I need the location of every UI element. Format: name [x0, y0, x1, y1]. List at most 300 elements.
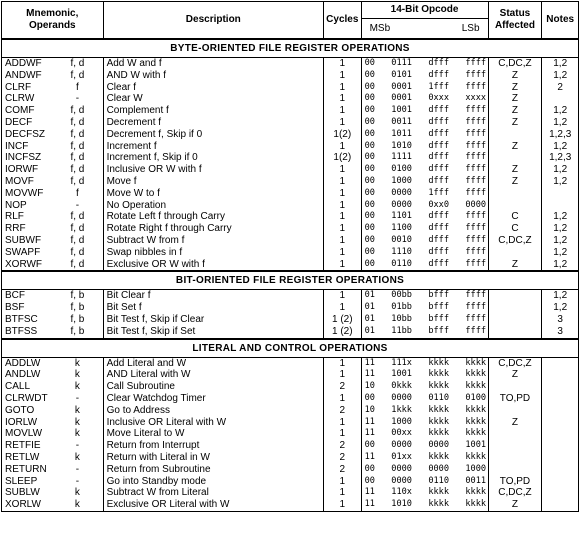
description-cell: AND W with f — [103, 70, 323, 82]
mnemonic-cell: SLEEP — [2, 476, 53, 488]
notes-cell: 1,2 — [542, 141, 579, 153]
description-cell: Bit Clear f — [103, 290, 323, 302]
section-header — [2, 339, 579, 358]
table-row — [2, 476, 579, 488]
opcode-cell: 00 0010 dfff ffff — [361, 235, 488, 247]
description-cell: Bit Set f — [103, 302, 323, 314]
operands-cell: f, d — [52, 129, 103, 141]
description-cell: Decrement f — [103, 117, 323, 129]
description-cell: Return from Interrupt — [103, 440, 323, 452]
operands-cell: k — [52, 381, 103, 393]
notes-cell: 1,2 — [542, 290, 579, 302]
status-cell: Z — [488, 176, 542, 188]
operands-cell: f, d — [52, 235, 103, 247]
status-cell: Z — [488, 82, 542, 94]
status-cell — [488, 326, 542, 339]
description-cell: Move W to f — [103, 188, 323, 200]
status-cell: C,DC,Z — [488, 58, 542, 70]
mnemonic-cell: CLRWDT — [2, 393, 53, 405]
mnemonic-cell: NOP — [2, 200, 53, 212]
operands-cell: - — [52, 476, 103, 488]
cycles-cell: 1 — [324, 369, 362, 381]
opcode-cell: 00 1001 dfff ffff — [361, 105, 488, 117]
opcode-cell: 00 0000 0xx0 0000 — [361, 200, 488, 212]
operands-cell: f, d — [52, 141, 103, 153]
section-title: BYTE-ORIENTED FILE REGISTER OPERATIONS — [2, 39, 579, 58]
status-cell: C,DC,Z — [488, 235, 542, 247]
cycles-cell: 1(2) — [324, 129, 362, 141]
notes-cell: 1,2,3 — [542, 129, 579, 141]
operands-cell: f — [52, 188, 103, 200]
notes-cell: 1,2 — [542, 105, 579, 117]
mnemonic-cell: XORWF — [2, 259, 53, 272]
cycles-cell: 1 — [324, 188, 362, 200]
mnemonic-cell: MOVLW — [2, 428, 53, 440]
cycles-cell: 1 — [324, 211, 362, 223]
table-row — [2, 235, 579, 247]
opcode-cell: 00 0110 dfff ffff — [361, 259, 488, 272]
status-cell: Z — [488, 141, 542, 153]
mnemonic-operands-header: Mnemonic, Operands — [2, 2, 104, 40]
opcode-cell: 01 11bb bfff ffff — [361, 326, 488, 339]
opcode-cell: 00 0000 0000 1001 — [361, 440, 488, 452]
table-row — [2, 188, 579, 200]
table-row — [2, 247, 579, 259]
notes-cell: 1,2 — [542, 223, 579, 235]
mnemonic-cell: RETFIE — [2, 440, 53, 452]
mnemonic-cell: SUBLW — [2, 487, 53, 499]
notes-cell: 1,2 — [542, 117, 579, 129]
cycles-cell: 2 — [324, 464, 362, 476]
mnemonic-cell: RETURN — [2, 464, 53, 476]
cycles-cell: 1 — [324, 117, 362, 129]
opcode-cell: 00 0001 1fff ffff — [361, 82, 488, 94]
table-row — [2, 93, 579, 105]
cycles-cell: 1 — [324, 487, 362, 499]
description-cell: Subtract W from f — [103, 235, 323, 247]
status-cell: Z — [488, 259, 542, 272]
operands-cell: k — [52, 369, 103, 381]
mnemonic-cell: ANDLW — [2, 369, 53, 381]
status-cell — [488, 129, 542, 141]
table-row — [2, 117, 579, 129]
description-cell: Add W and f — [103, 58, 323, 70]
notes-cell — [542, 188, 579, 200]
notes-cell: 1,2,3 — [542, 152, 579, 164]
mnemonic-cell: DECFSZ — [2, 129, 53, 141]
table-row — [2, 200, 579, 212]
notes-cell — [542, 369, 579, 381]
notes-cell — [542, 381, 579, 393]
description-cell: AND Literal with W — [103, 369, 323, 381]
table-row — [2, 290, 579, 302]
notes-cell — [542, 476, 579, 488]
operands-cell: f — [52, 82, 103, 94]
table-row — [2, 326, 579, 339]
status-cell — [488, 381, 542, 393]
mnemonic-cell: ADDWF — [2, 58, 53, 70]
mnemonic-cell: DECF — [2, 117, 53, 129]
cycles-cell: 1 — [324, 235, 362, 247]
opcode-cell: 00 1111 dfff ffff — [361, 152, 488, 164]
status-cell — [488, 464, 542, 476]
mnemonic-cell: INCFSZ — [2, 152, 53, 164]
cycles-cell: 1 — [324, 105, 362, 117]
notes-cell — [542, 440, 579, 452]
mnemonic-cell: XORLW — [2, 499, 53, 511]
notes-cell — [542, 452, 579, 464]
mnemonic-cell: BTFSS — [2, 326, 53, 339]
opcode-cell: 00 1010 dfff ffff — [361, 141, 488, 153]
description-cell: Bit Test f, Skip if Clear — [103, 314, 323, 326]
operands-cell: f, d — [52, 117, 103, 129]
table-row — [2, 357, 579, 369]
description-cell: Inclusive OR Literal with W — [103, 417, 323, 429]
cycles-cell: 1 — [324, 417, 362, 429]
status-cell — [488, 393, 542, 405]
cycles-cell: 1 — [324, 247, 362, 259]
status-cell: Z — [488, 117, 542, 129]
operands-cell: k — [52, 428, 103, 440]
cycles-cell: 1 — [324, 70, 362, 82]
status-cell — [488, 188, 542, 200]
opcode-cell: 01 00bb bfff ffff — [361, 290, 488, 302]
description-cell: Return from Subroutine — [103, 464, 323, 476]
opcode-cell: 10 1kkk kkkk kkkk — [361, 405, 488, 417]
operands-cell: f, d — [52, 58, 103, 70]
cycles-cell: 1 — [324, 476, 362, 488]
opcode-cell: 00 1000 dfff ffff — [361, 176, 488, 188]
table-row — [2, 129, 579, 141]
notes-cell: 1,2 — [542, 211, 579, 223]
opcode-cell: 00 0000 0000 1000 — [361, 464, 488, 476]
table-row — [2, 70, 579, 82]
operands-cell: k — [52, 417, 103, 429]
cycles-cell: 1(2) — [324, 152, 362, 164]
cycles-cell: 1 — [324, 290, 362, 302]
table-row — [2, 58, 579, 70]
table-row — [2, 302, 579, 314]
status-cell: Z — [488, 70, 542, 82]
status-cell: C,DC,Z — [488, 487, 542, 499]
status-cell: C — [488, 223, 542, 235]
table-header — [2, 2, 579, 40]
operands-cell: f, d — [52, 164, 103, 176]
table-row — [2, 487, 579, 499]
mnemonic-cell: CALL — [2, 381, 53, 393]
description-cell: Rotate Right f through Carry — [103, 223, 323, 235]
status-cell: Z — [488, 93, 542, 105]
notes-cell: 2 — [542, 82, 579, 94]
opcode-cell: 10 0kkk kkkk kkkk — [361, 381, 488, 393]
status-cell: Z — [488, 369, 542, 381]
table-row — [2, 417, 579, 429]
description-cell: Increment f — [103, 141, 323, 153]
status-cell: C — [488, 211, 542, 223]
mnemonic-cell: COMF — [2, 105, 53, 117]
notes-cell — [542, 428, 579, 440]
opcode-cell: 00 1011 dfff ffff — [361, 129, 488, 141]
status-cell — [488, 440, 542, 452]
description-cell: Clear Watchdog Timer — [103, 393, 323, 405]
status-cell: Z — [488, 164, 542, 176]
cycles-cell: 1 (2) — [324, 314, 362, 326]
opcode-cell: 11 1001 kkkk kkkk — [361, 369, 488, 381]
mnemonic-cell: BSF — [2, 302, 53, 314]
description-cell: Call Subroutine — [103, 381, 323, 393]
mnemonic-cell: SWAPF — [2, 247, 53, 259]
mnemonic-cell: IORLW — [2, 417, 53, 429]
status-cell — [488, 200, 542, 212]
opcode-cell: 11 111x kkkk kkkk — [361, 357, 488, 369]
section-title: LITERAL AND CONTROL OPERATIONS — [2, 339, 579, 358]
notes-cell — [542, 357, 579, 369]
cycles-cell: 2 — [324, 440, 362, 452]
operands-cell: f, d — [52, 211, 103, 223]
cycles-cell: 1 — [324, 259, 362, 272]
description-cell: Exclusive OR Literal with W — [103, 499, 323, 511]
cycles-cell: 1 — [324, 93, 362, 105]
cycles-cell: 1 — [324, 58, 362, 70]
opcode-cell: 00 0100 dfff ffff — [361, 164, 488, 176]
description-cell: Clear W — [103, 93, 323, 105]
table-row — [2, 176, 579, 188]
operands-cell: k — [52, 405, 103, 417]
status-cell — [488, 314, 542, 326]
description-cell: Move f — [103, 176, 323, 188]
opcode-cell: 00 1100 dfff ffff — [361, 223, 488, 235]
operands-cell: - — [52, 200, 103, 212]
status-cell: Z — [488, 105, 542, 117]
table-row — [2, 405, 579, 417]
table-row — [2, 223, 579, 235]
table-row — [2, 314, 579, 326]
description-cell: Subtract W from Literal — [103, 487, 323, 499]
opcode-header: 14-Bit Opcode — [361, 2, 488, 19]
operands-cell: f, d — [52, 70, 103, 82]
description-cell: Rotate Left f through Carry — [103, 211, 323, 223]
notes-cell — [542, 487, 579, 499]
operands-cell: f, d — [52, 152, 103, 164]
status-cell — [488, 247, 542, 259]
table-row — [2, 259, 579, 272]
mnemonic-cell: BCF — [2, 290, 53, 302]
operands-cell: k — [52, 487, 103, 499]
notes-cell — [542, 405, 579, 417]
section-title: BIT-ORIENTED FILE REGISTER OPERATIONS — [2, 271, 579, 290]
operands-cell: f, b — [52, 326, 103, 339]
status-cell — [488, 302, 542, 314]
opcode-cell: 11 01xx kkkk kkkk — [361, 452, 488, 464]
cycles-cell: 1 — [324, 141, 362, 153]
mnemonic-cell: SUBWF — [2, 235, 53, 247]
table-row — [2, 393, 579, 405]
notes-cell: 3 — [542, 326, 579, 339]
table-row — [2, 381, 579, 393]
section-header — [2, 39, 579, 58]
description-cell: Add Literal and W — [103, 357, 323, 369]
msb-label: MSb — [369, 22, 391, 34]
operands-cell: - — [52, 464, 103, 476]
cycles-cell: 1 — [324, 82, 362, 94]
cycles-cell: 2 — [324, 452, 362, 464]
description-cell: No Operation — [103, 200, 323, 212]
mnemonic-cell: CLRF — [2, 82, 53, 94]
description-header: Description — [103, 2, 323, 40]
description-cell: Swap nibbles in f — [103, 247, 323, 259]
notes-cell: 1,2 — [542, 58, 579, 70]
operands-cell: - — [52, 393, 103, 405]
description-cell: Go into Standby mode — [103, 476, 323, 488]
status-cell: Z — [488, 417, 542, 429]
notes-cell: 1,2 — [542, 247, 579, 259]
cycles-cell: 1 — [324, 223, 362, 235]
operands-cell: - — [52, 93, 103, 105]
cycles-cell: 1 (2) — [324, 326, 362, 339]
opcode-cell: 11 00xx kkkk kkkk — [361, 428, 488, 440]
table-row — [2, 499, 579, 511]
opcode-cell: 11 110x kkkk kkkk — [361, 487, 488, 499]
table-row — [2, 440, 579, 452]
table-row — [2, 141, 579, 153]
opcode-cell: 00 0111 dfff ffff — [361, 58, 488, 70]
description-cell: Decrement f, Skip if 0 — [103, 129, 323, 141]
description-cell: Return with Literal in W — [103, 452, 323, 464]
opcode-cell: 01 10bb bfff ffff — [361, 314, 488, 326]
status-cell — [488, 428, 542, 440]
notes-cell: 1,2 — [542, 259, 579, 272]
operands-cell: f, b — [52, 290, 103, 302]
mnemonic-cell: RETLW — [2, 452, 53, 464]
opcode-cell: 11 1010 kkkk kkkk — [361, 499, 488, 511]
status-cell — [488, 152, 542, 164]
cycles-cell: 1 — [324, 499, 362, 511]
table-row — [2, 105, 579, 117]
operands-cell: k — [52, 452, 103, 464]
operands-cell: f, d — [52, 259, 103, 272]
opcode-cell: 00 0011 dfff ffff — [361, 117, 488, 129]
operands-cell: f, d — [52, 176, 103, 188]
operands-cell: f, d — [52, 223, 103, 235]
table-row — [2, 152, 579, 164]
table-row — [2, 164, 579, 176]
cycles-cell: 1 — [324, 357, 362, 369]
opcode-cell: 00 0000 1fff ffff — [361, 188, 488, 200]
notes-cell: 1,2 — [542, 235, 579, 247]
table-body — [2, 39, 579, 511]
operands-cell: f, d — [52, 247, 103, 259]
cycles-cell: 1 — [324, 164, 362, 176]
instruction-set-table — [1, 1, 579, 512]
section-header — [2, 271, 579, 290]
operands-cell: - — [52, 440, 103, 452]
notes-cell — [542, 93, 579, 105]
cycles-cell: 1 — [324, 200, 362, 212]
cycles-cell: 2 — [324, 405, 362, 417]
operands-cell: f, b — [52, 302, 103, 314]
status-cell — [488, 290, 542, 302]
description-cell: Exclusive OR W with f — [103, 259, 323, 272]
status-cell — [488, 405, 542, 417]
notes-cell — [542, 200, 579, 212]
operands-cell: k — [52, 357, 103, 369]
notes-cell: 1,2 — [542, 176, 579, 188]
description-cell: Increment f, Skip if 0 — [103, 152, 323, 164]
notes-cell: 1,2 — [542, 302, 579, 314]
mnemonic-cell: CLRW — [2, 93, 53, 105]
notes-header: Notes — [542, 2, 579, 40]
table-row — [2, 82, 579, 94]
cycles-cell: 1 — [324, 393, 362, 405]
table-row — [2, 211, 579, 223]
mnemonic-cell: RRF — [2, 223, 53, 235]
notes-cell: 3 — [542, 314, 579, 326]
description-cell: Bit Test f, Skip if Set — [103, 326, 323, 339]
cycles-cell: 2 — [324, 381, 362, 393]
cycles-cell: 1 — [324, 428, 362, 440]
opcode-cell: 00 0101 dfff ffff — [361, 70, 488, 82]
lsb-label: LSb — [461, 22, 480, 34]
status-overline-text: TO,PD — [499, 475, 531, 487]
opcode-cell: 01 01bb bfff ffff — [361, 302, 488, 314]
table-row — [2, 369, 579, 381]
status-cell: C,DC,Z — [488, 357, 542, 369]
status-cell: Z — [488, 499, 542, 511]
notes-cell — [542, 464, 579, 476]
opcode-cell: 11 1000 kkkk kkkk — [361, 417, 488, 429]
mnemonic-cell: INCF — [2, 141, 53, 153]
description-cell: Inclusive OR W with f — [103, 164, 323, 176]
opcode-cell: 00 0000 0110 0100 — [361, 393, 488, 405]
mnemonic-cell: MOVWF — [2, 188, 53, 200]
table-row — [2, 428, 579, 440]
status-overline-text: TO,PD — [499, 392, 531, 404]
table-row — [2, 464, 579, 476]
mnemonic-cell: GOTO — [2, 405, 53, 417]
operands-cell: f, b — [52, 314, 103, 326]
opcode-cell: 00 1110 dfff ffff — [361, 247, 488, 259]
status-cell — [488, 452, 542, 464]
cycles-cell: 1 — [324, 176, 362, 188]
description-cell: Clear f — [103, 82, 323, 94]
mnemonic-cell: ANDWF — [2, 70, 53, 82]
opcode-cell: 00 1101 dfff ffff — [361, 211, 488, 223]
operands-cell: k — [52, 499, 103, 511]
mnemonic-cell: IORWF — [2, 164, 53, 176]
status-affected-header: Status Affected — [488, 2, 542, 40]
mnemonic-cell: BTFSC — [2, 314, 53, 326]
table-row — [2, 452, 579, 464]
mnemonic-cell: RLF — [2, 211, 53, 223]
cycles-cell: 1 — [324, 302, 362, 314]
opcode-cell: 00 0001 0xxx xxxx — [361, 93, 488, 105]
notes-cell — [542, 417, 579, 429]
operands-cell: f, d — [52, 105, 103, 117]
opcode-bit-order — [361, 19, 488, 39]
description-cell: Move Literal to W — [103, 428, 323, 440]
description-cell: Go to Address — [103, 405, 323, 417]
opcode-cell: 00 0000 0110 0011 — [361, 476, 488, 488]
notes-cell — [542, 393, 579, 405]
notes-cell: 1,2 — [542, 70, 579, 82]
notes-cell: 1,2 — [542, 164, 579, 176]
mnemonic-cell: MOVF — [2, 176, 53, 188]
description-cell: Complement f — [103, 105, 323, 117]
mnemonic-cell: ADDLW — [2, 357, 53, 369]
status-cell — [488, 476, 542, 488]
notes-cell — [542, 499, 579, 511]
cycles-header: Cycles — [324, 2, 362, 40]
